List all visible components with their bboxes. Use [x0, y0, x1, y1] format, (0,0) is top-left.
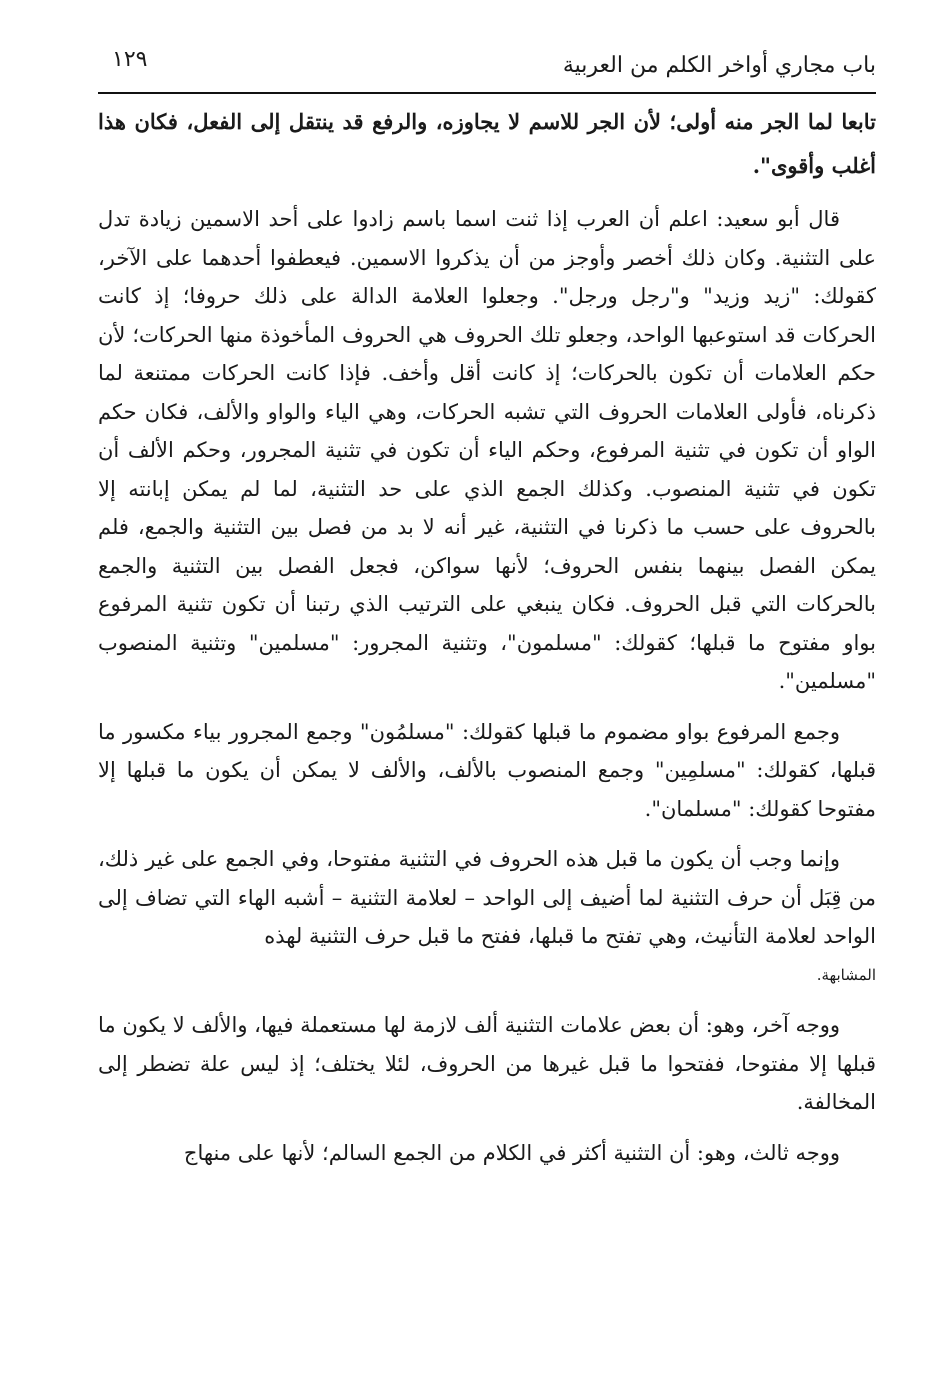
paragraph-abu-said: قال أبو سعيد: اعلم أن العرب إذا ثنت اسما باسم زادوا على أحد الاسمين زيادة تدل على التثنية. وكان ذلك أخصر وأوجز من أن يذكروا الاسمين. فيعطفوا أحدهما على الآخر، كقولك: "زيد وزيد" و"رجل ورجل". وجعلوا العلامة الدالة على ذلك حروفا؛ إذ كانت الحركات قد استوعبها الواحد، وجعلو تلك الحروف هي الحروف المأخوذة منها الحركات؛ لأن حكم العلامات أن تكون بالحركات؛ إذ كانت أقل وأخف. فإذا كانت الحركات ممتنعة لما ذكرناه، فأولى العلامات الحروف التي تشبه الحركات، وهي الياء والواو والألف، فكان حكم الواو أن تكون في تثنية المرفوع، وحكم الياء أن تكون في تثنية المجرور، وحكم الألف أن تكون في تثنية المنصوب. وكذلك الجمع الذي على حد التثنية، لما لم يمكن إبانته إلا بالحروف على حسب ما ذكرنا في التثنية، غير أنه لا بد من فصل بين التثنية والجمع، فلم يمكن الفصل بينهما بنفس الحروف؛ لأنها سواكن، فجعل الفصل بين التثنية والجمع بالحركات التي قبل الحروف. فكان ينبغي على الترتيب الذي رتبنا أن تكون تثنية المرفوع بواو مفتوح ما قبلها؛ كقولك: "مسلمون"، وتثنية المجرور: "مسلمين" وتثنية المنصوب "مسلمين".: [98, 207, 876, 693]
body-text: [98, 94, 876, 1172]
book-page: [98, 40, 876, 1370]
page-number: ١٢٩: [112, 47, 148, 72]
chapter-title: باب مجاري أواخر الكلم من العربية: [562, 53, 876, 78]
paragraph-third-reason: ووجه ثالث، وهو: أن التثنية أكثر في الكلام من الجمع السالم؛ لأنها على منهاج: [183, 1140, 840, 1165]
paragraph-reason-fatha: وإنما وجب أن يكون ما قبل هذه الحروف في التثنية مفتوحا، وفي الجمع على غير ذلك، من قِبَل أن حرف التثنية لما أضيف إلى الواحد – لعلامة التثنية – أشبه الهاء التي تضاف إلى الواحد لعلامة التأنيث، وهي تفتح ما قبلها، ففتح ما قبل حرف التثنية لهذه: [98, 847, 876, 948]
paragraph-second-reason: ووجه آخر، وهو: أن بعض علامات التثنية ألف لازمة لها مستعملة فيها، والألف لا يكون ما قبلها إلا مفتوحا، ففتحوا ما قبل غيرها من الحروف، لئلا يختلف؛ إذ ليس علة تضطر إلى المخالفة.: [98, 1013, 876, 1114]
paragraph-reason-fatha-end: المشابهة.: [816, 965, 876, 984]
paragraph-continuation: تابعا لما الجر منه أولى؛ لأن الجر للاسم لا يجاوزه، والرفع قد ينتقل إلى الفعل، فكان هذا أغلب وأقوى".: [98, 109, 876, 178]
paragraph-plural-marked: وجمع المرفوع بواو مضموم ما قبلها كقولك: "مسلمُون" وجمع المجرور بياء مكسور ما قبلها، كقولك: "مسلمِين" وجمع المنصوب بالألف، والألف لا يمكن أن يكون ما قبلها إلا مفتوحا كقولك: "مسلمان".: [98, 719, 876, 821]
running-header: [98, 40, 876, 94]
